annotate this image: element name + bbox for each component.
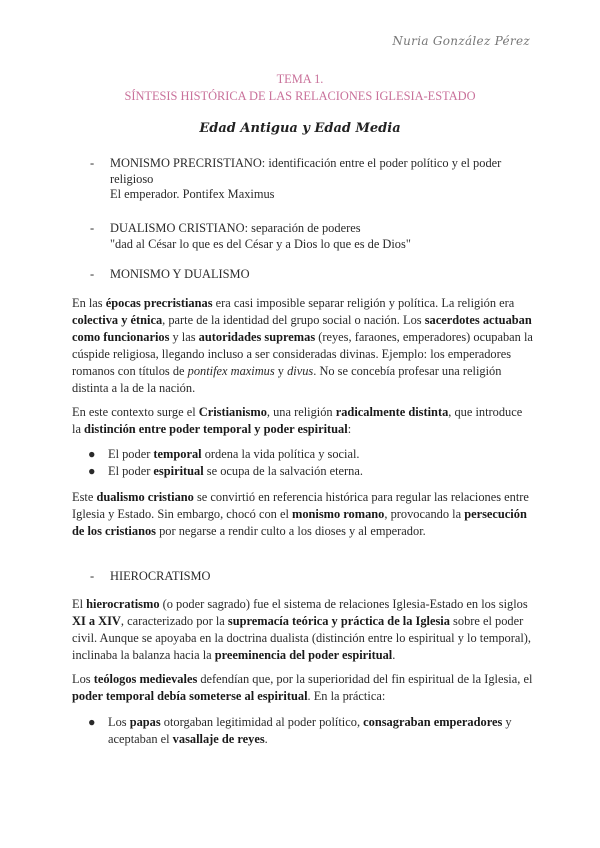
list-item: ● El poder espiritual se ocupa de la salvación eterna. bbox=[88, 464, 363, 478]
sec2-line2: "dad al César lo que es del César y a Dios lo que es de Dios" bbox=[110, 236, 411, 251]
paragraph-teologos-medievales: Los teólogos medievales defendían que, por la superioridad del fin espiritual de la Iglesia, el poder temporal debía someterse al espiritual. En la práctica: bbox=[72, 672, 533, 703]
paragraph-hierocratismo: El hierocratismo (o poder sagrado) fue el sistema de relaciones Iglesia-Estado en los siglos XI a XIV, caracterizado por la supremacía teórica y práctica de la Iglesia sobre el poder civil. Aunque se apoyaba en la doctrina dualista (distinción entre lo espiritual y lo temporal), inclinaba la balanza hacia la preeminencia del poder espiritual. bbox=[72, 597, 532, 662]
paragraph-dualismo-cristiano: Este dualismo cristiano se convirtió en referencia histórica para regular las relaciones entre Iglesia y Estado. Sin embargo, chocó con el monismo romano, provocando la persecución de los cristianos por negarse a rendir culto a los dioses y al emperador. bbox=[72, 490, 529, 538]
document-title bbox=[0, 71, 600, 105]
bullet-icon: ● bbox=[88, 464, 96, 478]
list-item: ● El poder temporal ordena la vida política y social. bbox=[88, 447, 360, 461]
bullet-icon: ● bbox=[88, 447, 96, 461]
dash-item-dualismo-cristiano bbox=[90, 221, 530, 252]
sec1-line3: El emperador. Pontifex Maximus bbox=[110, 187, 275, 201]
sec3-heading: MONISMO Y DUALISMO bbox=[110, 267, 250, 281]
bullet-list-practica bbox=[72, 714, 534, 748]
sec2-line1: DUALISMO CRISTIANO: separación de poderes bbox=[110, 221, 361, 235]
dash-marker: - bbox=[90, 569, 95, 583]
dash-marker: - bbox=[90, 156, 95, 170]
title-line-2: SÍNTESIS HISTÓRICA DE LAS RELACIONES IGLESIA-ESTADO bbox=[124, 89, 476, 103]
dash-item-monismo-y-dualismo bbox=[90, 267, 530, 283]
dash-item-monismo-precristiano bbox=[90, 156, 530, 203]
dash-item-hierocratismo bbox=[90, 569, 530, 585]
sec1-line1: MONISMO PRECRISTIANO: identificación entre el poder político y el poder bbox=[110, 156, 502, 170]
paragraph-cristianismo: En este contexto surge el Cristianismo, una religión radicalmente distinta, que introduce la distinción entre poder temporal y poder espiritual: bbox=[72, 405, 523, 436]
section-subtitle: Edad Antigua y Edad Media bbox=[199, 121, 401, 136]
dash-marker: - bbox=[90, 221, 95, 235]
dash-marker: - bbox=[90, 267, 95, 281]
title-line-1: TEMA 1. bbox=[276, 72, 324, 86]
list-item: ● Los papas otorgaban legitimidad al poder político, consagraban emperadores y aceptaban el vasallaje de reyes. bbox=[88, 715, 512, 746]
author-signature: Nuria González Pérez bbox=[392, 34, 530, 48]
paragraph-epocas-precristianas: En las épocas precristianas era casi imposible separar religión y política. La religión era colectiva y étnica, parte de la identidad del grupo social o nación. Los sacerdotes actuaban como funcionarios y las autoridades supremas (reyes, faraones, emperadores) ocupaban la cúspide religiosa, llegando incluso a ser consideradas divinas. Ejemplo: los emperadores romanos con títulos de pontifex maximus y divus. No se concebía profesar una religión distinta a la de la nación. bbox=[72, 296, 533, 395]
bullet-list-poderes bbox=[72, 446, 534, 480]
sec4-heading: HIEROCRATISMO bbox=[110, 569, 211, 583]
bullet-icon: ● bbox=[88, 715, 96, 729]
sec1-line2: religioso bbox=[110, 171, 154, 186]
